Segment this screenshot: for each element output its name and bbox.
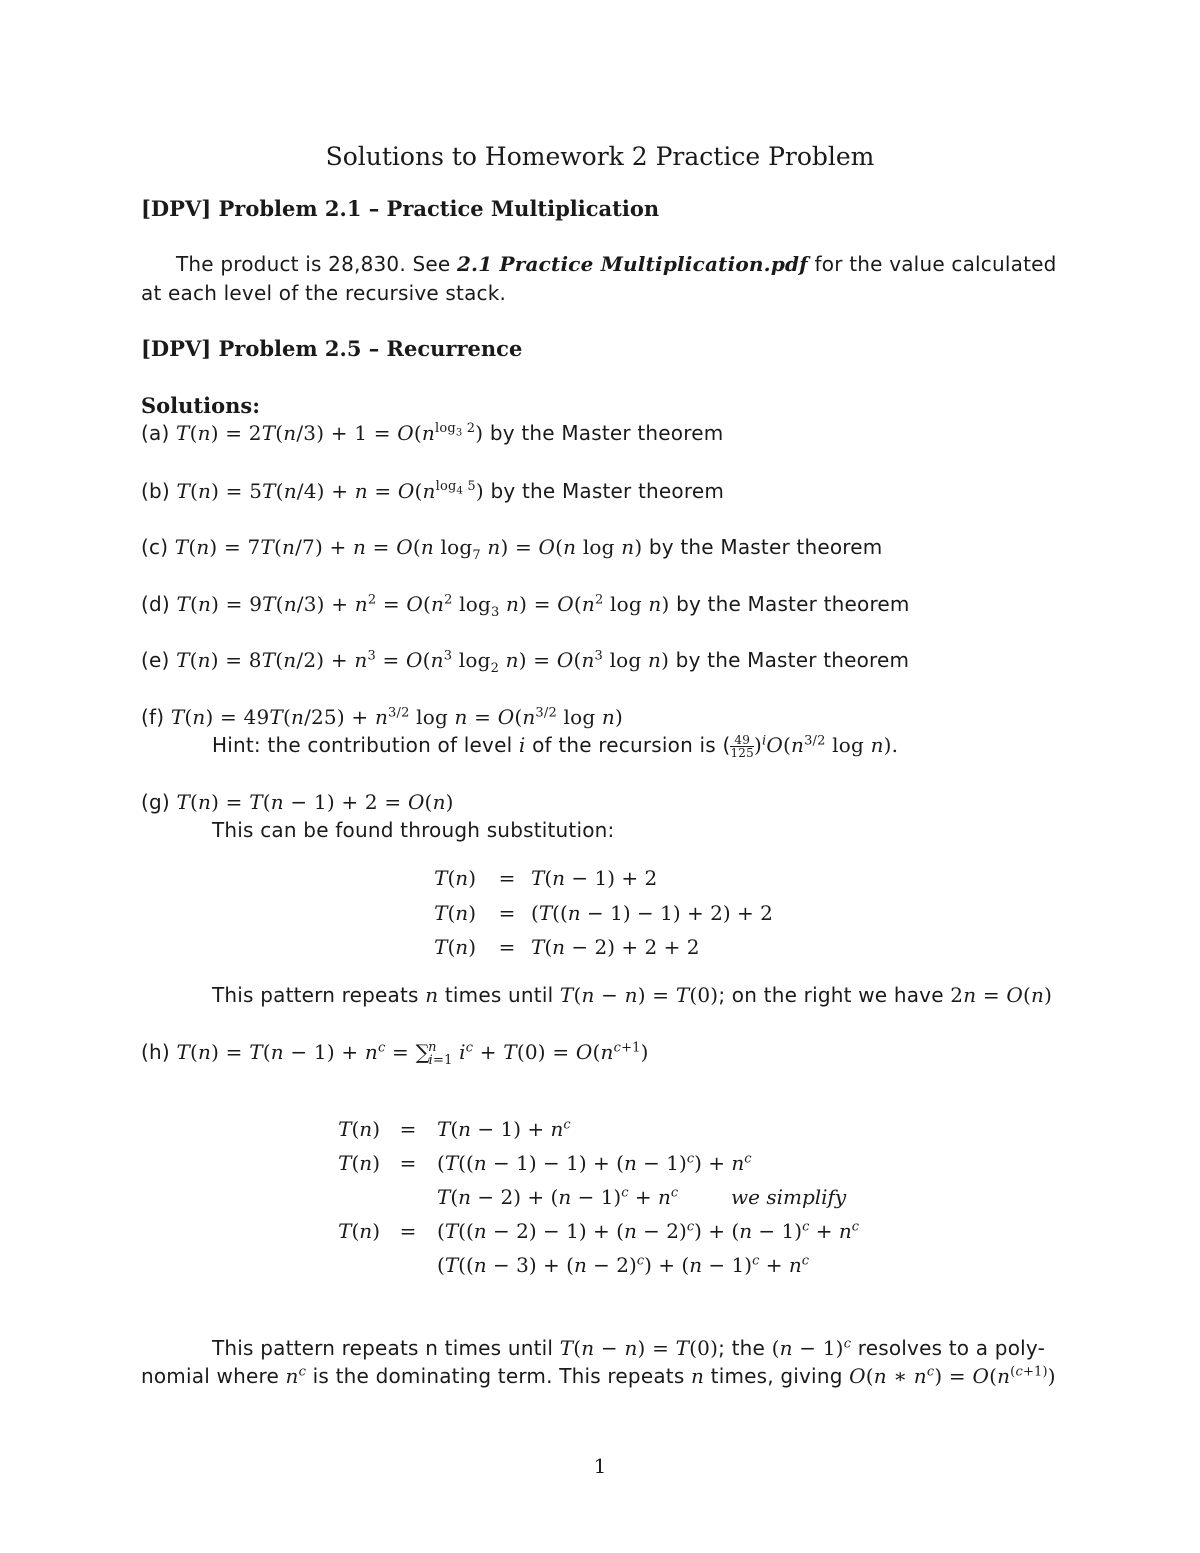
master-text-d: by the Master theorem [676,592,910,616]
product-text: The product is 28,830. See [176,252,457,276]
h-pattern-text-c: resolves to a poly- [851,1336,1045,1360]
section-heading-2-5: [DPV] Problem 2.5 – Recurrence [141,336,523,361]
g-pattern-text: This pattern repeats [212,983,426,1007]
h-pattern-text-e: is the dominating term. This repeats [306,1364,691,1388]
pdf-file-reference: 2.1 Practice Multiplication.pdf [456,252,808,276]
label-a: (a) [141,421,170,445]
we-simplify-note: we simplify [731,1185,847,1209]
label-b: (b) [141,479,170,503]
label-c: (c) [141,535,169,559]
label-h: (h) [141,1040,170,1064]
paragraph-product-line2: at each level of the recursive stack. [141,281,507,305]
h-pattern-text-b: ; the [718,1336,772,1360]
hint-text: Hint: the contribution of level [212,733,519,757]
solution-g: (g) T(n) = T(n − 1) + 2 = O(n) [141,790,454,814]
solution-g-substitution: This can be found through substitution: [212,818,615,842]
solutions-label: Solutions: [141,393,260,418]
section-heading-2-1: [DPV] Problem 2.1 – Practice Multiplication [141,196,660,221]
fraction-denominator: 125 [730,746,754,760]
solution-f-hint: Hint: the contribution of level i of the recursion is ( $\frac{49}{125}$ )$^iO(n^{3/2}$ log n). [212,733,899,760]
g-pattern-text-mid: times until [438,983,560,1007]
fraction-49-125 [730,734,754,759]
solution-b: (b) $T(n) = 5T(n/4) + n = O(n^{log_4 5})$ by the Master theorem [141,479,725,503]
master-text-b: by the Master theorem [490,479,725,503]
master-text-a: by the Master theorem [489,421,724,445]
page-number: 1 [593,1454,607,1478]
solution-a: (a) $T(n) = 2T(n/3) + 1 = O(n^{log_3 2})$ by the Master theorem [141,421,724,445]
hint-text-mid: of the recursion is ( [525,733,731,757]
label-e: (e) [141,648,170,672]
h-pattern-text-d: nomial where [141,1364,286,1388]
master-text-c: by the Master theorem [648,535,883,559]
label-d: (d) [141,592,170,616]
h-pattern-text: This pattern repeats n times until [212,1336,560,1360]
product-text-after: for the value calculated [808,252,1057,276]
fraction-numerator: 49 [730,734,754,747]
h-pattern-text-f: times, giving [704,1364,850,1388]
solution-d: (d) $T(n) = 9T(n/3) + n^2 = O(n^2$ $\log_3 n) = O(n^2$ log n) by the Master theorem [141,592,910,620]
solution-h-pattern-line2: nomial where $n^c$ is the dominating term. This repeats n times, giving O(n ∗ $n^c) = O(n^{(c+1)})$ [141,1364,1056,1388]
solution-h: (h) $T(n) = T(n - 1) + n^c = \sum^n_{i=1}$ $i^c + T(0) = O(n^{c+1})$ [141,1040,649,1068]
label-g: (g) [141,790,170,814]
solution-e: (e) $T(n) = 8T(n/2) + n^3 = O(n^3$ $\log_2 n) = O(n^3$ log n) by the Master theorem [141,648,910,676]
document-page: Solutions to Homework 2 Practice Problem [DPV] Problem 2.1 – Practice Multiplication The product is 28,830. See 2.1 Practice Multiplication.pdf for the value calculated at each level of the recursive stack. [DPV] Problem 2.5 – Recurrence Solutions: (a) $T(n) = 2T(n/3) + 1 = O(n^{log_3 2})$ by the Master theorem (b) $T(n) = 5T(n/4) + n = O(n^{log_4 5})$ by the Master theorem (c) T(n) = 7T(n/7) + n = O(n $\log_7 n) = O(n$ log n) by the Master theorem (d) $T(n) = 9T(n/3) + n^2 = O(n^2$ $\log_3 n) = O(n^2$ log n) by the Master theorem (e) $T(n) = 8T(n/2) + n^3 = O(n^3$ $\log_2 n) = O(n^3$ log n) by the Master theorem (f) $T(n) = 49T(n/25) + n^{3/2}$ $\log n = O(n^{3/2}$ log n) Hint: the contribution of level i of the recursion is ( $\frac{49}{125}$ )$^iO(n^{3/2}$ log n). (g) T(n) = T(n − 1) + 2 = O(n) This can be found through substitution: T(n) = T(n − 1) + 2 T(n) = (T((n − 1) − 1) + 2) + 2 T(n) = T(n − 2) + 2 + 2 This pattern repeats n times until T(n − n) = T(0); on the right we have 2n = O(n) (h) $T(n) = T(n - 1) + n^c = \sum^n_{i=1}$ $i^c + T(0) = O(n^{c+1})$ T(n) = $T(n - 1) + n^c$ T(n) = $(T((n - 1) - 1) + (n - 1)^c) + n^c$ $T(n - 2) + (n - 1)^c + n^c$ we simplify T(n) = $(T((n - 2) - 1) + (n - 2)^c) + (n - 1)^c + n^c$ ($T((n - 3) + (n - 2)^c) + (n - 1)^c + n^c$ This pattern repeats n times until T(n − n) = T(0); the $(n - 1)^c$ resolves to a poly- nomial where $n^c$ is the dominating term. This repeats n times, giving O(n ∗ $n^c) = O(n^{(c+1)})$ 1 [0,0,1200,1553]
solution-g-pattern: This pattern repeats n times until T(n − n) = T(0); on the right we have 2n = O(n) [212,983,1053,1007]
g-pattern-text-after: ; on the right we have [718,983,951,1007]
solution-h-pattern-line1: This pattern repeats n times until T(n − n) = T(0); the $(n - 1)^c$ resolves to a poly- [212,1336,1045,1360]
solution-c: (c) T(n) = 7T(n/7) + n = O(n $\log_7 n) = O(n$ log n) by the Master theorem [141,535,883,563]
paragraph-product [176,252,1057,276]
label-f: (f) [141,705,165,729]
master-text-e: by the Master theorem [675,648,910,672]
solution-f: (f) $T(n) = 49T(n/25) + n^{3/2}$ $\log n = O(n^{3/2}$ log n) [141,705,624,729]
page-title: Solutions to Homework 2 Practice Problem [325,142,875,171]
